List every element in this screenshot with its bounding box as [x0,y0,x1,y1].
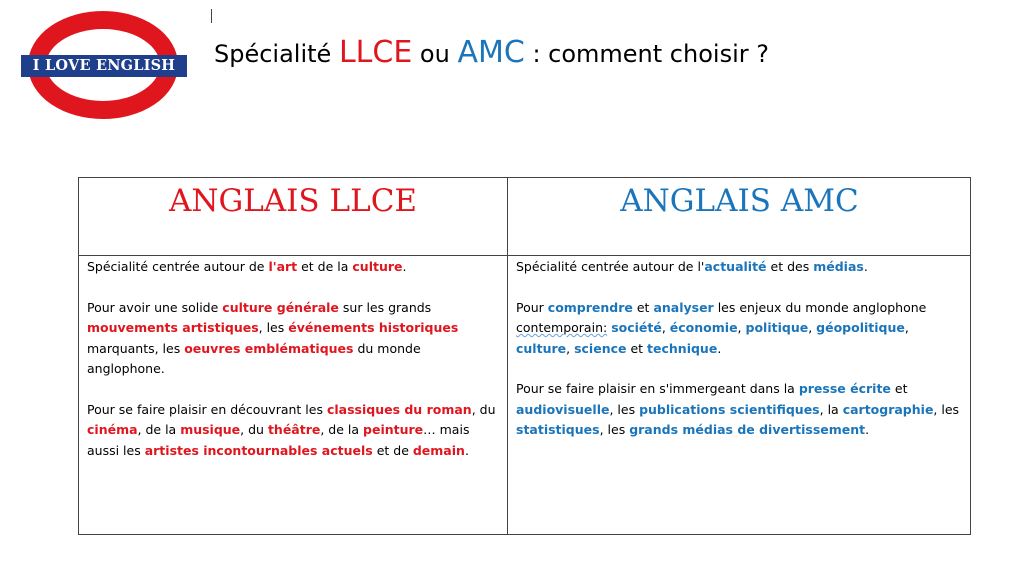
text: . [464,442,469,458]
text: Pour se faire plaisir en s'immergeant dans la [516,381,799,396]
keyword: audiovisuelle [516,401,610,417]
keyword: classiques du roman [326,401,472,417]
amc-paragraph-3 [516,379,966,441]
keyword: grands médias de divertissement [629,422,866,437]
text: , les [609,401,640,417]
keyword: politique [745,320,809,335]
keyword: artistes incontournables actuels [144,442,373,458]
text: . [717,340,722,356]
keyword: événements historiques [288,320,459,335]
title-suffix: : comment choisir ? [524,40,769,68]
keyword: comprendre [547,299,633,315]
text: et de [372,442,413,458]
keyword: économie [669,320,738,335]
text: Pour se faire plaisir en découvrant les [87,401,327,417]
spellcheck-underlined-text: contemporain: [516,320,608,335]
logo-text: I LOVE ENGLISH [21,55,187,77]
text: , les [258,320,289,335]
comparison-table [78,177,971,535]
text: , du [471,401,496,417]
keyword: statistiques [516,422,600,437]
text: et des [766,259,814,274]
keyword: mouvements artistiques [87,320,259,335]
text: , les [599,422,630,437]
header-divider [79,255,970,256]
llce-paragraph-2 [87,298,501,380]
keyword: peinture [363,422,424,437]
keyword: musique [180,422,241,437]
amc-paragraph-1 [516,257,966,278]
text: , [737,320,746,335]
text: et de la [297,259,353,274]
text: les enjeux du monde anglophone [713,299,927,315]
text: . [865,422,870,437]
keyword: cartographie [842,401,934,417]
keyword: culture générale [222,299,339,315]
keyword: l'art [268,259,298,274]
page-title [214,33,769,74]
header-amc: ANGLAIS AMC [620,183,859,219]
title-llce: LLCE [338,35,413,70]
keyword: géopolitique [816,320,905,335]
amc-paragraph-2 [516,298,966,360]
keyword: oeuvres emblématiques [184,340,354,356]
text: , [661,320,670,335]
text: . [863,259,868,274]
llce-paragraph-1 [87,257,501,278]
keyword: technique [647,340,718,356]
text: , [808,320,817,335]
title-amc: AMC [457,35,525,70]
keyword: médias [813,259,864,274]
title-prefix: Spécialité [214,40,339,68]
text: du monde anglophone. [87,340,421,376]
text: Pour avoir une solide [87,299,223,315]
text: . [402,259,407,274]
text: , [566,340,575,356]
keyword: société [611,320,662,335]
cell-amc [516,257,966,441]
keyword: analyser [653,299,714,315]
text: , les [933,401,960,417]
column-divider [507,178,508,534]
text: et [626,340,648,356]
text: marquants, les [87,340,185,356]
text: Spécialité centrée autour de [87,259,269,274]
cell-llce [87,257,501,461]
keyword: presse écrite [798,381,891,396]
text: et [632,299,654,315]
keyword: demain [412,442,465,458]
text: Pour [516,299,548,315]
keyword: théâtre [267,422,321,437]
text: , du [240,422,268,437]
text: Spécialité centrée autour de l' [516,259,705,274]
text: … mais aussi les [87,422,470,458]
text: , la [819,401,843,417]
keyword: science [574,340,627,356]
keyword: publications scientifiques [639,401,820,417]
keyword: cinéma [87,422,138,437]
llce-paragraph-3 [87,400,501,462]
keyword: culture [516,340,567,356]
keyword: culture [352,259,403,274]
keyword: actualité [704,259,767,274]
title-middle: ou [412,40,458,68]
text: , de la [137,422,181,437]
header-llce: ANGLAIS LLCE [168,183,418,219]
i-love-english-logo [14,10,190,120]
text: , [904,320,909,335]
text: et [890,381,908,396]
text-cursor [211,9,212,23]
text: , de la [320,422,364,437]
text: sur les grands [338,299,432,315]
